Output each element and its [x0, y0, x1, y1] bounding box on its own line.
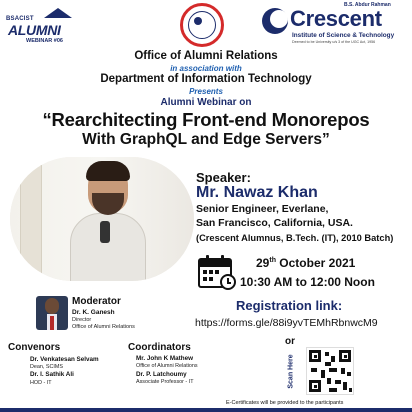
speaker-label: Speaker: — [196, 170, 251, 185]
registration-qr-code[interactable] — [306, 347, 354, 395]
alumni-association-seal-icon — [180, 3, 224, 47]
crescent-logo-deemed-text: Deemed to be University u/s 3 of the UGC Act, 1956 — [292, 40, 376, 44]
alumni-logo-webinar-number: WEBINAR #06 — [26, 38, 63, 44]
webinar-title-line2: With GraphQL and Edge Servers” — [82, 131, 330, 148]
convenor-1-role: Dean, SCIMS — [30, 364, 63, 370]
crescent-moon-icon — [262, 8, 288, 34]
coordinator-2-name: Dr. P. Latchoumy — [136, 371, 187, 378]
speaker-location: San Francisco, California, USA. — [196, 217, 353, 229]
presents-text: Presents — [189, 87, 223, 96]
convenor-2-role: HOD - IT — [30, 380, 52, 386]
speaker-photo — [10, 157, 194, 281]
department-heading: Department of Information Technology — [100, 73, 312, 85]
moderator-role: Director — [72, 317, 92, 323]
convenor-1-name: Dr. Venkatesan Selvam — [30, 356, 99, 363]
event-date — [256, 256, 355, 270]
alumni-logo-big-text: ALUMNI — [8, 22, 61, 38]
e-certificate-note: E-Certificates will be provided to the participants — [226, 400, 344, 406]
webinar-title-line1: “Rearchitecting Front-end Monorepos — [42, 109, 370, 130]
registration-heading: Registration link: — [236, 298, 343, 313]
crescent-logo-name: Crescent — [290, 6, 382, 31]
event-time: 10:30 AM to 12:00 Noon — [240, 275, 375, 289]
speaker-name: Mr. Nawaz Khan — [196, 184, 318, 201]
speaker-role: Senior Engineer, Everlane, — [196, 203, 329, 215]
moderator-heading: Moderator — [72, 296, 121, 307]
scan-here-label-wrap — [287, 350, 302, 398]
or-separator: or — [285, 336, 295, 347]
coordinator-2-role: Associate Professor - IT — [136, 379, 194, 385]
crescent-institute-logo — [262, 2, 410, 50]
association-text: in association with — [170, 64, 242, 73]
moderator-office: Office of Alumni Relations — [72, 324, 135, 330]
convenors-heading: Convenors — [8, 342, 61, 353]
event-day: 29 — [256, 256, 270, 270]
office-heading: Office of Alumni Relations — [134, 50, 278, 62]
moderator-name: Dr. K. Ganesh — [72, 309, 115, 316]
convenor-2-name: Dr. I. Sathik Ali — [30, 371, 74, 378]
webinar-label: Alumni Webinar on — [160, 97, 252, 108]
crescent-logo-subtitle: Institute of Science & Technology — [292, 32, 395, 39]
bottom-band — [0, 408, 412, 412]
coordinator-1-role: Office of Alumni Relations — [136, 363, 198, 369]
crescent-logo-pretitle: B.S. Abdur Rahman — [344, 2, 391, 8]
coordinators-heading: Coordinators — [128, 342, 191, 353]
house-icon — [44, 8, 72, 18]
clock-icon — [220, 274, 236, 290]
moderator-photo — [36, 296, 68, 330]
registration-link[interactable]: https://forms.gle/88i9yvTEMhRbnwcM9 — [195, 317, 378, 329]
scan-here-label: Scan Here — [287, 354, 295, 389]
speaker-alumni-info: (Crescent Alumnus, B.Tech. (IT), 2010 Batch) — [196, 233, 394, 243]
event-month-year: October 2021 — [275, 256, 356, 270]
coordinator-1-name: Mr. John K Mathew — [136, 355, 194, 362]
alumni-logo-small-text: BSACIST — [6, 16, 34, 22]
alumni-webinar-logo — [4, 8, 74, 44]
event-day-suffix: th — [269, 257, 276, 264]
